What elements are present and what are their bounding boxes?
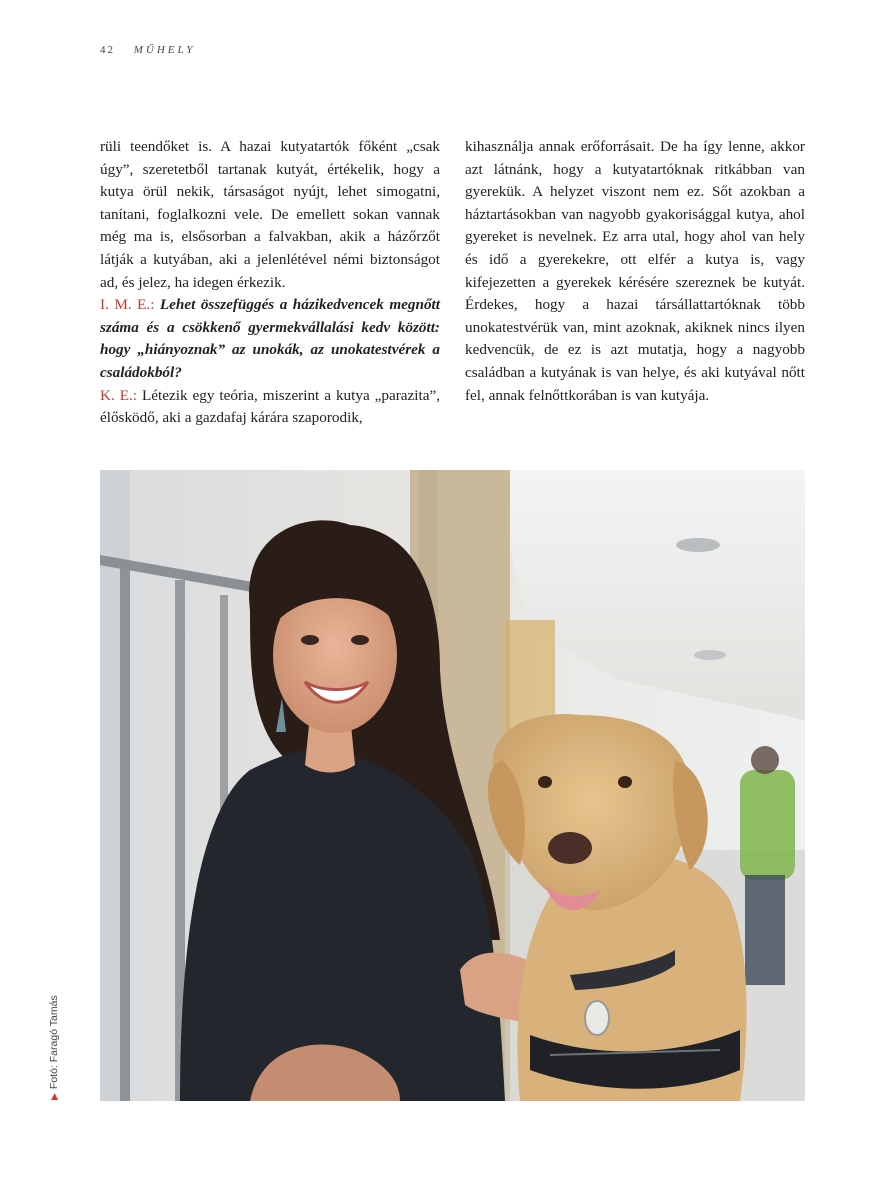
answer-text: Létezik egy teória, miszerint a kutya „parazita”, élősködő, aki a gazdafaj kárára szaporodik,	[100, 386, 441, 427]
answer-speaker: K. E.:	[100, 386, 138, 404]
paragraph: kihasználja annak erőforrásait. De ha így lenne, akkor azt látnánk, hogy a kutyatartóknak ritkábban van gyerekük. A helyzet viszont nem ez. Sőt azokban a háztartásokban van nagyobb gyakorisággal kutya, ahol gyereket is nevelnek. Ez arra utal, hogy ahol van hely és idő a gyerekekre, ott elfér a kutya is, vagy kifejezetten a gyerekek kérésére szereznek be kutyát. Érdekes, hogy a hazai társállattartóknak több unokatestvérük van, mint azoknak, akiknek nincs ilyen kedvencük, de ez is azt mutatja, hogy a nagyobb családban a kutyának is van helye, és aki kutyával nőtt fel, annak felnőttkorában is van kutyája.	[465, 138, 805, 404]
section-title: MŰHELY	[133, 44, 196, 56]
paragraph: rüli teendőket is. A hazai kutyatartók főként „csak úgy”, szeretetből tartanak kutyát, értékelik, hogy a kutya örül nekik, társaságot nyújt, lehet simogatni, tanítani, foglalkozni vele. De emellett sokan vannak még ma is, elsősorban a falvakban, akik a házőrzőt látják a kutyában, aki a jelenlétével némi biztonságot ad, és jelez, ha idegen érkezik.	[100, 138, 440, 291]
running-header	[100, 44, 196, 56]
background-person	[740, 770, 795, 880]
question-speaker: I. M. E.:	[100, 296, 155, 314]
dog-nose	[548, 832, 592, 864]
photo-woman-with-labrador	[100, 470, 805, 1101]
photo-credit-text: Fotó: Faragó Tamás	[48, 995, 60, 1090]
triangle-icon: ▶	[49, 1093, 59, 1100]
question-text: Lehet összefüggés a házikedvencek megnőtt száma és a csökkenő gyermekvállalási kedv között: hogy „hiányoznak” az unokák, az unokatestvérek a családokból?	[100, 296, 440, 381]
right-column	[465, 136, 805, 407]
interview-question	[100, 294, 440, 384]
left-column	[100, 136, 440, 430]
photo-credit	[48, 995, 60, 1100]
dog-tag	[585, 1001, 609, 1035]
interview-answer	[100, 385, 440, 430]
page-number: 42	[100, 44, 115, 56]
railing-post	[120, 560, 130, 1101]
ceiling-light	[676, 538, 720, 552]
